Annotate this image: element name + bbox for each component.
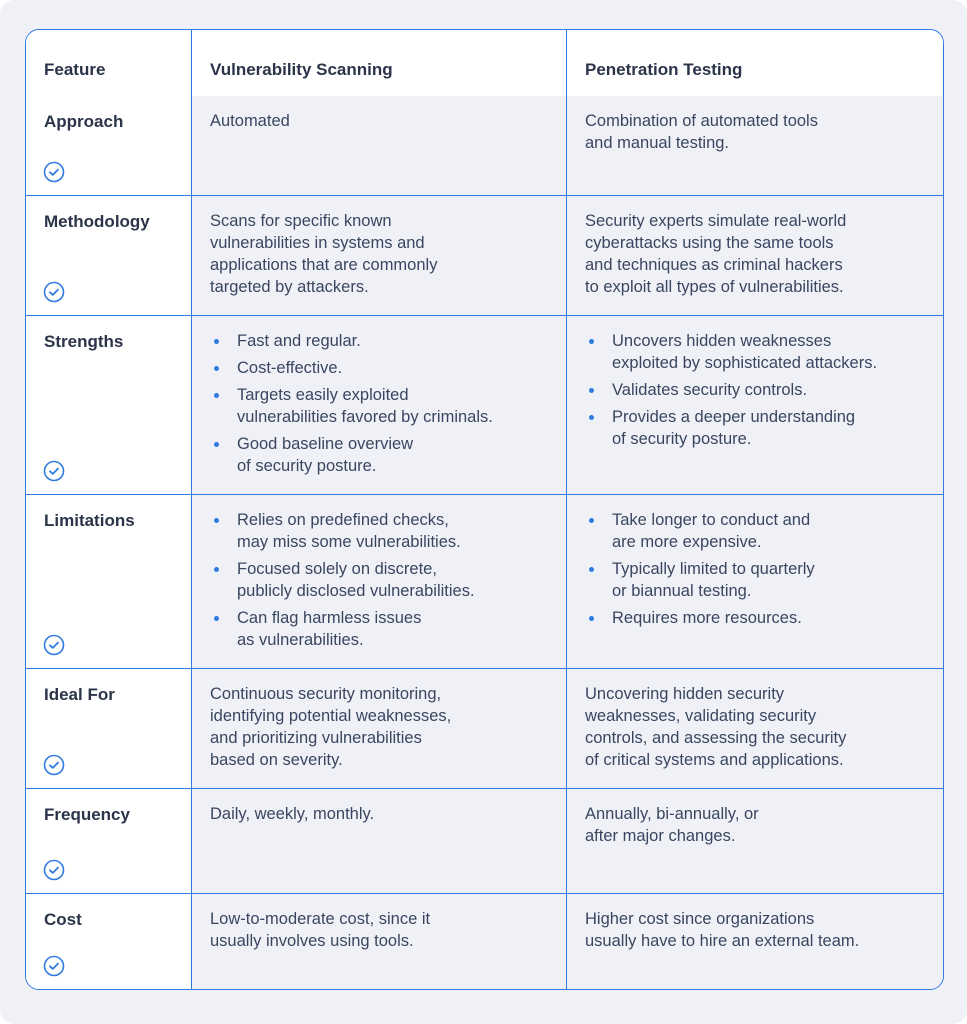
scanning-text: Low-to-moderate cost, since it usually involves using tools. <box>210 910 431 950</box>
pentest-text: Security experts simulate real-world cyberattacks using the same tools and techniques as criminal hackers to exploit all types of vulnerabilities. <box>585 212 847 296</box>
check-circle-icon <box>43 754 65 776</box>
bullet-item: Uncovers hidden weaknesses exploited by sophisticated attackers. <box>585 330 925 374</box>
table-row-ideal-for <box>26 669 943 789</box>
pentest-cell <box>567 894 943 989</box>
feature-cell <box>26 669 192 789</box>
check-circle-icon <box>43 955 65 977</box>
comparison-table <box>25 29 944 990</box>
scanning-cell <box>192 789 567 894</box>
pentest-text: Higher cost since organizations usually have to hire an external team. <box>585 910 860 950</box>
scanning-text: Automated <box>210 112 290 130</box>
table-row-limitations <box>26 495 943 669</box>
scanning-text: Daily, weekly, monthly. <box>210 805 375 823</box>
check-circle-icon <box>43 161 65 183</box>
check-circle-icon <box>43 859 65 881</box>
feature-label: Methodology <box>44 212 150 231</box>
bullet-item: Cost-effective. <box>210 357 548 379</box>
scanning-cell <box>192 196 567 316</box>
pentest-bullet-list <box>585 509 925 629</box>
bullet-item: Good baseline overview of security posture. <box>210 433 548 477</box>
bullet-item: Fast and regular. <box>210 330 548 352</box>
bullet-item: Typically limited to quarterly or biannual testing. <box>585 558 925 602</box>
scanning-cell <box>192 894 567 989</box>
scanning-bullet-list <box>210 509 548 651</box>
header-penetration-testing: Penetration Testing <box>567 30 943 96</box>
header-feature: Feature <box>26 30 192 96</box>
pentest-cell <box>567 96 943 196</box>
pentest-cell <box>567 669 943 789</box>
scanning-text: Continuous security monitoring, identifying potential weaknesses, and prioritizing vulnerabilities based on severity. <box>210 685 452 769</box>
scanning-cell <box>192 495 567 669</box>
pentest-cell <box>567 316 943 495</box>
bullet-item: Relies on predefined checks, may miss some vulnerabilities. <box>210 509 548 553</box>
table-row-approach <box>26 96 943 196</box>
bullet-item: Targets easily exploited vulnerabilities favored by criminals. <box>210 384 548 428</box>
feature-cell <box>26 495 192 669</box>
bullet-item: Can flag harmless issues as vulnerabilities. <box>210 607 548 651</box>
bullet-item: Validates security controls. <box>585 379 925 401</box>
feature-cell <box>26 789 192 894</box>
scanning-cell <box>192 316 567 495</box>
bullet-item: Take longer to conduct and are more expensive. <box>585 509 925 553</box>
check-circle-icon <box>43 460 65 482</box>
feature-label: Cost <box>44 910 82 929</box>
pentest-cell <box>567 495 943 669</box>
table-row-frequency <box>26 789 943 894</box>
pentest-text: Combination of automated tools and manual testing. <box>585 112 818 152</box>
pentest-bullet-list <box>585 330 925 450</box>
header-vulnerability-scanning: Vulnerability Scanning <box>192 30 567 96</box>
feature-label: Frequency <box>44 805 130 824</box>
feature-label: Strengths <box>44 332 124 351</box>
table-row-cost <box>26 894 943 989</box>
feature-label: Approach <box>44 112 124 131</box>
pentest-cell <box>567 789 943 894</box>
table-header-row <box>26 30 943 96</box>
pentest-text: Uncovering hidden security weaknesses, validating security controls, and assessing the security of critical systems and applications. <box>585 685 847 769</box>
bullet-item: Requires more resources. <box>585 607 925 629</box>
table-row-methodology <box>26 196 943 316</box>
feature-cell <box>26 196 192 316</box>
feature-cell <box>26 96 192 196</box>
table-row-strengths <box>26 316 943 495</box>
feature-cell <box>26 894 192 989</box>
check-circle-icon <box>43 281 65 303</box>
scanning-cell <box>192 96 567 196</box>
scanning-text: Scans for specific known vulnerabilities in systems and applications that are commonly targeted by attackers. <box>210 212 438 296</box>
pentest-text: Annually, bi-annually, or after major changes. <box>585 805 759 845</box>
scanning-cell <box>192 669 567 789</box>
feature-label: Ideal For <box>44 685 115 704</box>
pentest-cell <box>567 196 943 316</box>
scanning-bullet-list <box>210 330 548 477</box>
bullet-item: Focused solely on discrete, publicly disclosed vulnerabilities. <box>210 558 548 602</box>
feature-label: Limitations <box>44 511 135 530</box>
check-circle-icon <box>43 634 65 656</box>
bullet-item: Provides a deeper understanding of security posture. <box>585 406 925 450</box>
feature-cell <box>26 316 192 495</box>
